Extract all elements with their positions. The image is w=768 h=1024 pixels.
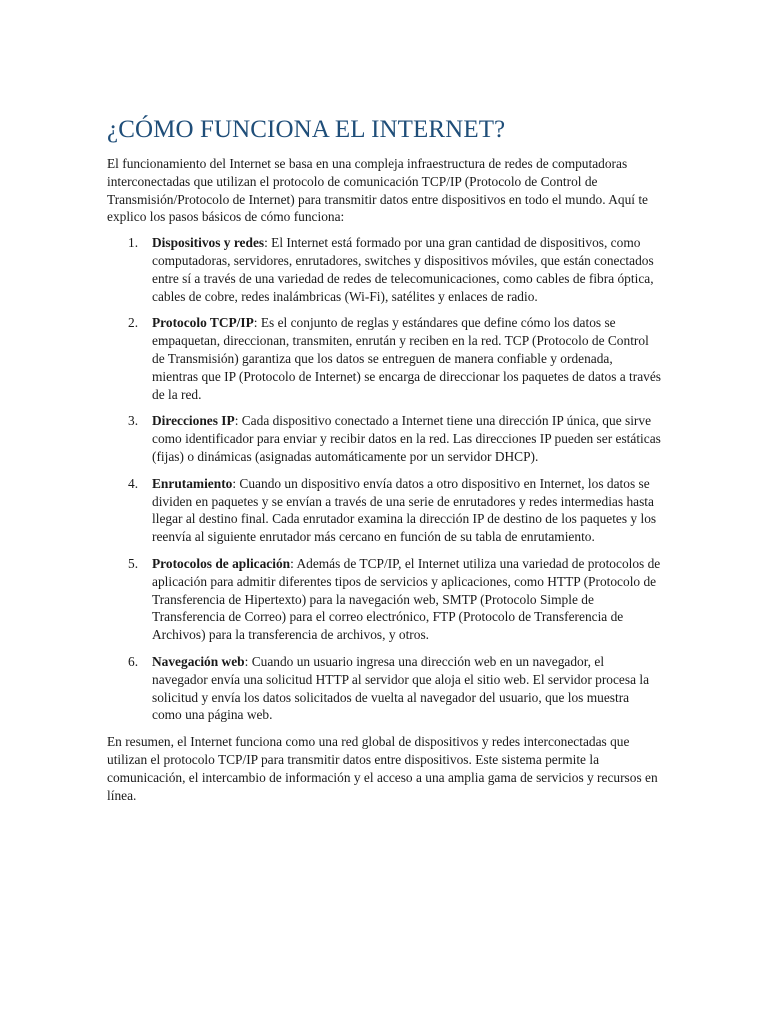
step-term: Navegación web (152, 653, 245, 669)
intro-paragraph: El funcionamiento del Internet se basa en una compleja infraestructura de redes de computadoras interconectadas que utilizan el protocolo de comunicación TCP/IP (Protocolo de Control de Transmisión/Protocolo de Internet) para transmitir datos entre dispositivos en todo el mundo. Aquí te explico los pasos básicos de cómo funciona: (107, 156, 649, 225)
document-page (107, 113, 662, 804)
list-item (107, 555, 662, 644)
list-item (107, 475, 662, 546)
list-item (107, 653, 662, 724)
step-description: : Cada dispositivo conectado a Internet tiene una dirección IP única, que sirve como identificador para enviar y recibir datos en la red. Las direcciones IP pueden ser estáticas (fijas) o dinámicas (asignadas automáticamente por un servidor DHCP). (152, 413, 661, 464)
conclusion-paragraph: En resumen, el Internet funciona como una red global de dispositivos y redes interconectadas que utilizan el protocolo TCP/IP para transmitir datos entre dispositivos. Este sistema permite la comunicación, el intercambio de información y el acceso a una amplia gama de servicios y recursos en línea. (107, 734, 658, 803)
step-description: : Además de TCP/IP, el Internet utiliza una variedad de protocolos de aplicación para admitir diferentes tipos de servicios y aplicaciones, como HTTP (Protocolo de Transferencia de Hipertexto) para la navegación web, SMTP (Protocolo Simple de Transferencia de Correo) para el correo electrónico, FTP (Protocolo de Transferencia de Archivos) para la transferencia de archivos, y otros. (152, 555, 661, 643)
steps-list (107, 234, 662, 724)
step-description: : Cuando un dispositivo envía datos a otro dispositivo en Internet, los datos se dividen en paquetes y se envían a través de una serie de enrutadores y redes intermedias hasta llegar al destino final. Cada enrutador examina la dirección IP de destino de los paquetes y los reenvía al siguiente enrutador más cercano en función de su tabla de enrutamiento. (152, 475, 657, 545)
list-item (107, 314, 662, 403)
step-description: : Cuando un usuario ingresa una dirección web en un navegador, el navegador envía una solicitud HTTP al servidor que aloja el sitio web. El servidor procesa la solicitud y envía los datos solicitados de vuelta al navegador del usuario, que los muestra como una página web. (152, 653, 650, 723)
step-number: 5. (128, 555, 139, 571)
step-description: : El Internet está formado por una gran cantidad de dispositivos, como computadoras, servidores, enrutadores, switches y dispositivos móviles, que están conectados entre sí a través de una variedad de redes de telecomunicaciones, como cables de fibra óptica, cables de cobre, redes inalámbricas (Wi-Fi), satélites y enlaces de radio. (152, 235, 654, 304)
step-number: 1. (128, 235, 139, 251)
document-title: ¿CÓMO FUNCIONA EL INTERNET? (107, 116, 506, 143)
step-description: : Es el conjunto de reglas y estándares que define cómo los datos se empaquetan, direccionan, transmiten, enrután y reciben en la red. TCP (Protocolo de Control de Transmisión) garantiza que los datos se entreguen de manera confiable y ordenada, mientras que IP (Protocolo de Internet) se encarga de direccionar los paquetes de datos a través de la red. (152, 315, 662, 402)
step-number: 3. (128, 413, 139, 429)
step-number: 4. (128, 475, 139, 491)
step-term: Direcciones IP (152, 413, 235, 429)
list-item (107, 234, 662, 305)
step-term: Dispositivos y redes (152, 235, 265, 251)
list-item (107, 412, 662, 465)
step-term: Protocolo TCP/IP (152, 315, 254, 331)
step-term: Enrutamiento (152, 475, 233, 491)
step-number: 6. (128, 653, 139, 669)
step-number: 2. (128, 315, 139, 331)
step-term: Protocolos de aplicación (152, 555, 291, 571)
